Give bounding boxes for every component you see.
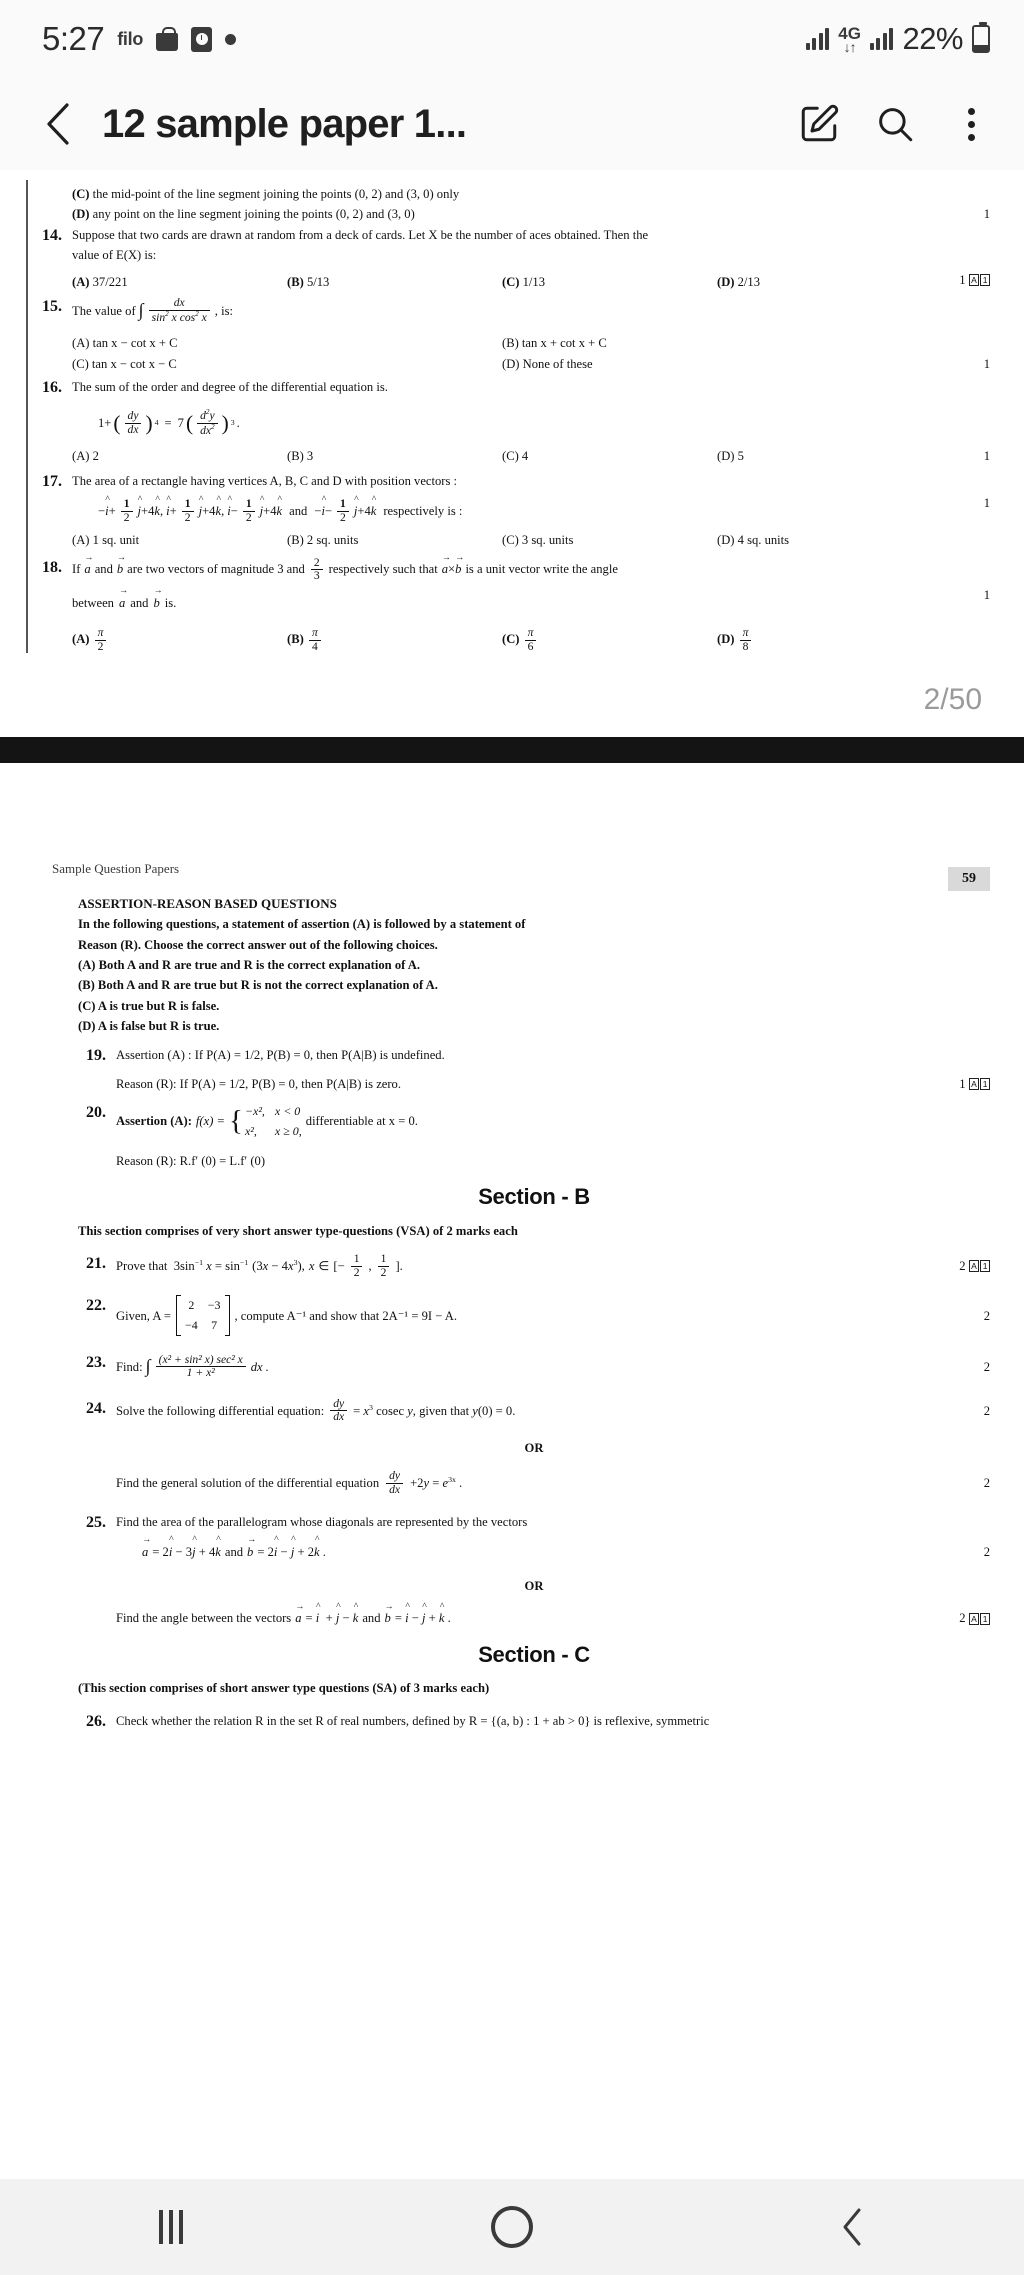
question-26-text: Check whether the relation R in the set R of real numbers, defined by R = {(a, b) : 1 + ab > 0} is reflexive, symmetric <box>116 1713 710 1728</box>
back-icon <box>838 2206 868 2248</box>
question-number-21: 21. <box>86 1255 106 1273</box>
question-22 <box>78 1295 990 1336</box>
question-20-assertion <box>116 1102 932 1141</box>
question-number-19: 19. <box>86 1047 106 1065</box>
question-19-assertion: Assertion (A) : If P(A) = 1/2, P(B) = 0, then P(A|B) is undefined. <box>116 1048 445 1063</box>
question-number-15: 15. <box>42 297 62 315</box>
marks-cell <box>932 270 990 292</box>
question-number-25: 25. <box>86 1514 106 1532</box>
assertion-choice-D: (D) A is false but R is true. <box>78 1019 220 1034</box>
marks-badge: A 1 <box>969 1613 990 1625</box>
shopping-bag-icon <box>156 27 178 51</box>
marks-cell <box>932 446 990 466</box>
question-17-options <box>72 530 932 550</box>
document-page-1 <box>0 170 1024 663</box>
q18-frag-and: and <box>94 562 113 577</box>
option-B: (B) 5/13 <box>287 274 330 289</box>
question-25-text-line-1: Find the area of the parallelogram whose diagonals are represented by the vectors <box>116 1515 528 1530</box>
marks-value: 2 <box>983 1544 990 1559</box>
case-1-expr: −x², <box>244 1104 265 1119</box>
question-16-options <box>72 446 932 466</box>
q18-frag-unitvector: is a unit vector write the angle <box>465 562 618 577</box>
q20-assertion-tail: differentiable at x = 0. <box>305 1114 418 1129</box>
question-21 <box>78 1253 990 1279</box>
question-14-text-line-2: value of E(X) is: <box>72 248 157 263</box>
piecewise-cases: { −x², x < 0 x², x ≥ 0, <box>229 1102 302 1141</box>
question-14 <box>34 225 990 292</box>
overflow-menu-icon <box>968 108 975 141</box>
page-2-content <box>52 893 990 1732</box>
marks-value: 2 <box>959 1611 966 1626</box>
case-2-expr: x², <box>244 1123 257 1138</box>
q18-frag-if: If <box>72 562 81 577</box>
q18-frag-between: between <box>72 595 114 610</box>
vector-a: a → <box>84 559 90 579</box>
option-label-D: (D) <box>72 207 90 222</box>
integral-sign: ∫ <box>145 1356 151 1377</box>
question-number-17: 17. <box>42 472 62 490</box>
vector-a: a → <box>142 1542 148 1562</box>
running-header: Sample Question Papers <box>52 861 180 877</box>
option-C: (C) 1/13 <box>502 274 546 289</box>
question-number-23: 23. <box>86 1354 106 1372</box>
matrix-cell-0-0: 2 <box>188 1298 195 1313</box>
question-14-text-line-1: Suppose that two cards are drawn at random from a deck of cards. Let X be the number of aces obtained. Then the <box>72 227 649 242</box>
question-15-expression <box>72 296 932 326</box>
recents-button[interactable] <box>111 2196 231 2258</box>
option-A: (A) 2 <box>72 449 99 464</box>
section-c-note: (This section comprises of short answer type questions (SA) of 3 marks each) <box>78 1681 490 1696</box>
overflow-menu-button[interactable] <box>944 97 998 151</box>
option-A: (A) 1 sq. unit <box>72 533 140 548</box>
marks-value: 2 <box>983 1475 990 1490</box>
q18-frag-magnitude: are two vectors of magnitude 3 and <box>127 562 305 577</box>
marks-cell <box>932 1542 990 1562</box>
assertion-intro-line-1: In the following questions, a statement of assertion (A) is followed by a statement of <box>78 917 526 932</box>
option-C: (C) 4 <box>502 449 529 464</box>
marks-value: 2 <box>983 1403 990 1418</box>
q18-frag-and2: and <box>130 595 149 610</box>
battery-icon <box>972 25 990 53</box>
q23-lead: Find: <box>116 1359 143 1374</box>
marks-value: 1 <box>983 495 990 510</box>
printed-page-number: 59 <box>948 867 990 891</box>
question-17 <box>34 471 990 551</box>
marks-cell <box>932 1401 990 1421</box>
edit-annotate-icon <box>798 103 840 145</box>
question-22-text <box>116 1295 932 1336</box>
option-D: (D) None of these <box>502 356 593 371</box>
marks-cell <box>932 1357 990 1377</box>
question-16 <box>34 377 990 466</box>
option-label-C: (C) <box>72 187 90 201</box>
status-bar-right <box>806 21 990 57</box>
question-25-alt-text: Find the angle between the vectors a → = i ^ + j ^ − k ^ and b → = i ^ − j ^ + k ^ . <box>116 1608 932 1628</box>
option-D: (D) 4 sq. units <box>717 533 790 548</box>
option-B: (B) $\frac{\pi}{4}$ <box>287 627 502 653</box>
app-bar <box>0 78 1024 170</box>
question-15 <box>34 296 990 374</box>
q23-denominator: 1 + x² <box>186 1366 215 1380</box>
q24-alt-lead: Find the general solution of the differential equation <box>116 1475 380 1490</box>
page-1-content <box>34 184 990 653</box>
marks-value: 1 <box>983 587 990 602</box>
question-14-options <box>72 272 932 292</box>
option-A: (A) tan x − cot x + C <box>72 335 178 350</box>
section-c-title: Section - C <box>478 1641 590 1667</box>
back-nav-button[interactable] <box>793 2196 913 2258</box>
battery-percent-label: 22% <box>902 21 963 56</box>
option-text-D: any point on the line segment joining the points (0, 2) and (3, 0) <box>92 207 415 222</box>
question-24 <box>78 1398 990 1424</box>
signal-bars-icon-1 <box>806 28 830 50</box>
marks-badge: A 1 <box>969 1078 990 1090</box>
question-18 <box>34 557 990 653</box>
question-15-options-row-1 <box>72 333 932 353</box>
marks-value: 1 <box>959 1076 966 1091</box>
chevron-left-icon <box>41 101 75 147</box>
question-24-alt-text: Find the general solution of the differential equation $\frac{dy}{dx}$ $+2y = e^{3x}$ . <box>116 1469 463 1496</box>
question-number-18: 18. <box>42 558 62 576</box>
search-icon <box>874 103 916 145</box>
cross-product-expr: a →×b → <box>442 559 462 579</box>
assertion-heading: ASSERTION-REASON BASED QUESTIONS <box>78 896 337 912</box>
question-15-lead: The value of <box>72 303 136 318</box>
option-line-D <box>34 204 990 224</box>
option-B: (B) tan x + cot x + C <box>502 335 607 350</box>
vector-a: a → <box>119 593 125 613</box>
q18-frag-suchthat: respectively such that <box>328 562 438 577</box>
question-18-text-line-1 <box>72 557 932 583</box>
question-25 <box>78 1512 990 1562</box>
option-D: (D) $\frac{\pi}{8}$ <box>717 627 932 653</box>
dot-icon <box>225 34 236 45</box>
q23-fraction <box>156 1354 246 1380</box>
option-C: (C) $\frac{\pi}{6}$ <box>502 627 717 653</box>
q23-tail: dx . <box>250 1359 269 1374</box>
status-bar <box>0 0 1024 78</box>
marks-value: 1 <box>983 356 990 371</box>
option-D: (D) 2/13 <box>717 274 761 289</box>
question-25-alternative <box>78 1608 990 1628</box>
marks-value: 1 <box>959 272 966 287</box>
page-gap <box>0 763 1024 851</box>
question-23 <box>78 1352 990 1382</box>
vector-b: b → <box>153 593 159 613</box>
question-25-or-label: OR <box>524 1578 544 1593</box>
network-type-icon <box>838 25 861 54</box>
q23-numerator: (x² + sin² x) sec² x <box>156 1354 246 1368</box>
question-number-24: 24. <box>86 1399 106 1417</box>
search-button[interactable] <box>868 97 922 151</box>
question-24-or-label: OR <box>524 1440 544 1455</box>
vector-b: b → <box>117 559 123 579</box>
question-number-22: 22. <box>86 1297 106 1315</box>
data-transfer-arrows-icon: ↓↑ <box>843 38 856 55</box>
home-icon <box>491 2206 533 2248</box>
vector-a: a → <box>295 1608 301 1628</box>
page-left-rule <box>26 180 28 653</box>
q20-function-label: f(x) = <box>195 1114 226 1129</box>
section-b-note: This section comprises of very short answer type-questions (VSA) of 2 marks each <box>78 1224 518 1238</box>
option-line-C <box>34 184 990 204</box>
option-A: (A) 37/221 <box>72 274 128 289</box>
question-19 <box>78 1045 990 1094</box>
option-C: (C) tan x − cot x − C <box>72 356 177 371</box>
marks-cell <box>932 1256 990 1276</box>
marks-cell <box>932 354 990 374</box>
marks-cell <box>932 557 990 605</box>
marks-cell <box>932 1306 990 1326</box>
question-number-20: 20. <box>86 1104 106 1122</box>
matrix-cell-1-1: 7 <box>211 1317 218 1332</box>
marks-cell <box>932 471 990 513</box>
question-20 <box>78 1102 990 1171</box>
network-type-label: 4G <box>838 23 861 43</box>
recents-icon <box>159 2210 183 2244</box>
question-16-equation: 1+ ( $\frac{dy}{dx}$ ) 4 = 7 ( $\frac{d^2y}{dx^2}$ ) 3 . <box>98 408 240 437</box>
status-time: 5:27 <box>42 20 105 57</box>
option-D: (D) 5 <box>717 449 744 464</box>
document-page-2 <box>0 851 1024 1738</box>
question-19-reason: Reason (R): If P(A) = 1/2, P(B) = 0, then P(A|B) is zero. <box>116 1076 402 1091</box>
app-bar-actions <box>792 97 998 151</box>
page-title: 12 sample paper 1... <box>102 101 467 146</box>
fraction-two-thirds: $\frac{2}{3}$ <box>311 557 323 583</box>
matrix-cell-0-1: −3 <box>207 1298 221 1313</box>
marks-badge: A 1 <box>969 1260 990 1272</box>
document-viewer[interactable] <box>0 170 1024 1738</box>
option-C: (C) 3 sq. units <box>502 533 574 548</box>
question-17-vectors: −i ^+ $\frac{1}{2}$ j ^+4k ^, i ^+ $\frac{1}{2}$ j ^+4k ^, i ^− $\frac{1}{2}$ j ^+4k ^ and −i ^− $\frac{1}{2}$ j ^+4k ^ respectively is : <box>98 498 932 524</box>
option-A: (A) $\frac{\pi}{2}$ <box>72 627 287 653</box>
page-indicator-band <box>0 663 1024 737</box>
marks-value: 2 <box>983 1359 990 1374</box>
integrand-denominator: $\sin^2 x$ $\cos^2 x$ <box>151 309 207 324</box>
question-24-alternative <box>78 1470 990 1496</box>
vector-b: b → <box>385 1608 391 1628</box>
section-b-title: Section - B <box>478 1184 590 1210</box>
marks-cell: 1 <box>983 207 990 222</box>
question-20-reason: Reason (R): R.f′ (0) = L.f′ (0) <box>116 1153 266 1168</box>
matrix-A <box>176 1295 229 1336</box>
question-15-tail: , is: <box>214 303 233 318</box>
question-number-14: 14. <box>42 226 62 244</box>
edit-annotate-button[interactable] <box>792 97 846 151</box>
signal-bars-icon-2 <box>870 28 894 50</box>
marks-value: 1 <box>983 449 990 464</box>
clock-icon <box>191 27 212 52</box>
q24-lead: Solve the following differential equation: <box>116 1403 325 1418</box>
assertion-choice-A: (A) Both A and R are true and R is the correct explanation of A. <box>78 957 421 972</box>
marks-cell <box>932 1473 990 1493</box>
status-bar-left <box>42 20 236 58</box>
case-2-cond: x ≥ 0, <box>274 1123 302 1138</box>
marks-cell <box>932 1074 990 1094</box>
integrand-numerator: dx <box>149 297 210 311</box>
question-26 <box>78 1711 990 1733</box>
marks-badge: A 1 <box>969 274 990 286</box>
q22-tail: , compute A⁻¹ and show that 2A⁻¹ = 9I − A. <box>234 1308 458 1323</box>
question-24-text: Solve the following differential equation: $\frac{dy}{dx}$ = $x^3$ cosec y, given that y(0) = 0. <box>116 1396 516 1424</box>
q18-frag-is: is. <box>164 595 177 610</box>
question-number-26: 26. <box>86 1712 106 1730</box>
marks-value: 2 <box>983 1308 990 1323</box>
vector-b: b → <box>247 1542 253 1562</box>
question-23-text <box>116 1352 932 1382</box>
q22-lead: Given, A = <box>116 1308 172 1323</box>
marks-cell <box>932 1608 990 1628</box>
question-number-16: 16. <box>42 379 62 397</box>
page-indicator: 2/50 <box>923 683 982 717</box>
option-B: (B) 2 sq. units <box>287 533 359 548</box>
status-app-name: filo <box>117 28 144 49</box>
question-25-text-line-2: a → = 2i ^ − 3j ^ + 4k ^ and b → = 2i ^ − j ^ + 2k ^ . <box>116 1542 932 1562</box>
q20-assertion-lead: Assertion (A): <box>116 1114 192 1129</box>
home-button[interactable] <box>452 2196 572 2258</box>
matrix-cell-1-0: −4 <box>185 1317 198 1332</box>
question-15-options-row-2 <box>72 354 932 374</box>
page-separator <box>0 737 1024 763</box>
system-navigation-bar <box>0 2179 1024 2275</box>
assertion-intro-line-2: Reason (R). Choose the correct answer out of the following choices. <box>78 937 438 952</box>
back-button[interactable] <box>30 96 86 152</box>
case-1-cond: x < 0 <box>274 1104 301 1119</box>
integrand-fraction <box>149 297 210 324</box>
question-18-options <box>72 627 932 653</box>
question-21-text: Prove that $3\sin^{-1}$ $x = \sin^{-1}$ $(3x - 4x^3)$, x ∈ [− $\frac{1}{2}$ , $\frac{1}{2}$ ]. <box>116 1252 403 1279</box>
option-text-C: the mid-point of the line segment joining the points (0, 2) and (3, 0) only <box>92 187 460 201</box>
integral-sign: ∫ <box>138 299 144 320</box>
option-B: (B) 3 <box>287 449 314 464</box>
question-17-text: The area of a rectangle having vertices A, B, C and D with position vectors : <box>72 473 458 488</box>
assertion-choice-C: (C) A is true but R is false. <box>78 998 220 1013</box>
question-16-text: The sum of the order and degree of the differential equation is. <box>72 380 388 395</box>
assertion-choice-B: (B) Both A and R are true but R is not the correct explanation of A. <box>78 978 438 993</box>
question-18-text-line-2 <box>72 593 932 613</box>
marks-value: 2 <box>959 1259 966 1274</box>
